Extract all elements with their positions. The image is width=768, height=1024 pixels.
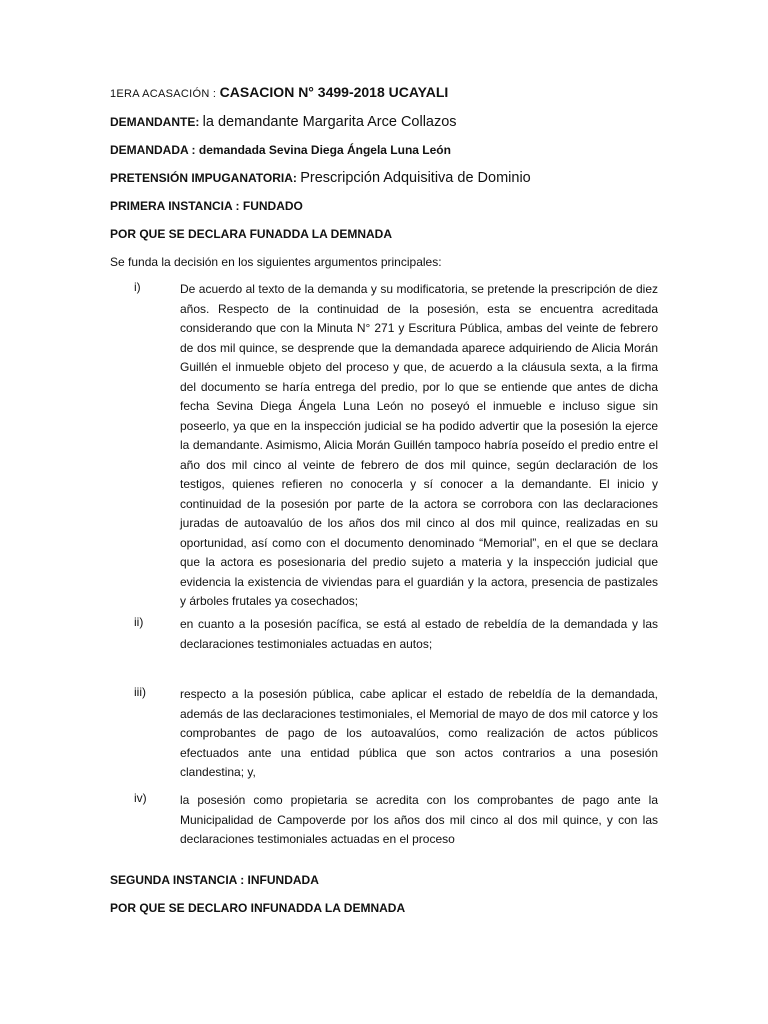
segunda-instancia: SEGUNDA INSTANCIA : INFUNDADA <box>110 873 319 887</box>
demandada-value: demandada Sevina Diega Ángela Luna León <box>198 143 451 157</box>
intro-text: Se funda la decisión en los siguientes argumentos principales: <box>110 255 442 269</box>
demandada-line <box>110 143 451 157</box>
item-text: la posesión como propietaria se acredita con los comprobantes de pago ante la Municipalidad de Campoverde por los años dos mil cinco al dos mil quince, y con las declaraciones testimoniales actuadas en el proceso <box>180 793 658 846</box>
casacion-number: CASACION N° 3499-2018 UCAYALI <box>219 84 449 100</box>
item-number: i) <box>134 280 141 294</box>
item-number: ii) <box>134 615 144 629</box>
demandante-line <box>110 114 457 130</box>
casacion-label: 1ERA ACASACIÓN : <box>110 88 220 100</box>
casacion-line <box>110 84 448 100</box>
item-number: iii) <box>134 685 146 699</box>
item-text: respecto a la posesión pública, cabe aplicar el estado de rebeldía de la demandada, además de las declaraciones testimoniales, el Memorial de mayo de dos mil catorce y los comprobantes de pago de los autoavalúos, como realización de actos públicos efectuados ante una entidad pública que son actos contrarios a una posesión clandestina; y, <box>180 687 658 779</box>
demandante-label: DEMANDANTE: <box>110 115 203 129</box>
item-text: en cuanto a la posesión pacífica, se está al estado de rebeldía de la demandada y las declaraciones testimoniales actuadas en autos; <box>180 617 658 651</box>
demandada-label: DEMANDADA : <box>110 143 199 157</box>
demandante-value: la demandante Margarita Arce Collazos <box>202 114 457 130</box>
pretension-line <box>110 170 531 186</box>
item-text: De acuerdo al texto de la demanda y su modificatoria, se pretende la prescripción de diez años. Respecto de la continuidad de la posesión, esta se encuentra acreditada considerando que con la Minuta N° 271 y Escritura Pública, ambas del veinte de febrero de dos mil quince, se desprende que la demandada aparece adquiriendo de Alicia Morán Guillén el inmueble objeto del proceso y que, de acuerdo a la cláusula sexta, a la firma del documento se haría entrega del predio, por lo que se entiende que antes de dicha fecha Sevina Diega Ángela Luna León no poseyó el inmueble e incluso sigue sin poseerlo, ya que en la inspección judicial se ha podido advertir que la posesión la ejerce la demandante. Asimismo, Alicia Morán Guillén tampoco habría poseído el predio entre el año dos mil cinco al veinte de febrero de dos mil quince, según declaración de los testigos, quienes refieren no conocerla y sí conocer a la demandante. El inicio y continuidad de la posesión por parte de la actora se corrobora con las declaraciones juradas de autoavalúo de los años dos mil cinco al dos mil quince, realizadas en su oportunidad, así como con el documento denominado “Memorial”, en el que se declara que la actora es posesionaria del predio sujeto a materia y la inspección judicial que evidencia la existencia de viviendas para el guardián y la actora, presencia de pastizales y árboles frutales ya cosechados; <box>180 282 658 608</box>
pretension-label: PRETENSIÓN IMPUGANATORIA: <box>110 171 301 185</box>
por-que-fundada: POR QUE SE DECLARA FUNADDA LA DEMNADA <box>110 227 392 241</box>
pretension-value: Prescripción Adquisitiva de Dominio <box>300 170 531 186</box>
por-que-infundada: POR QUE SE DECLARO INFUNADDA LA DEMNADA <box>110 901 406 915</box>
item-number: iv) <box>134 791 147 805</box>
primera-instancia: PRIMERA INSTANCIA : FUNDADO <box>110 199 303 213</box>
